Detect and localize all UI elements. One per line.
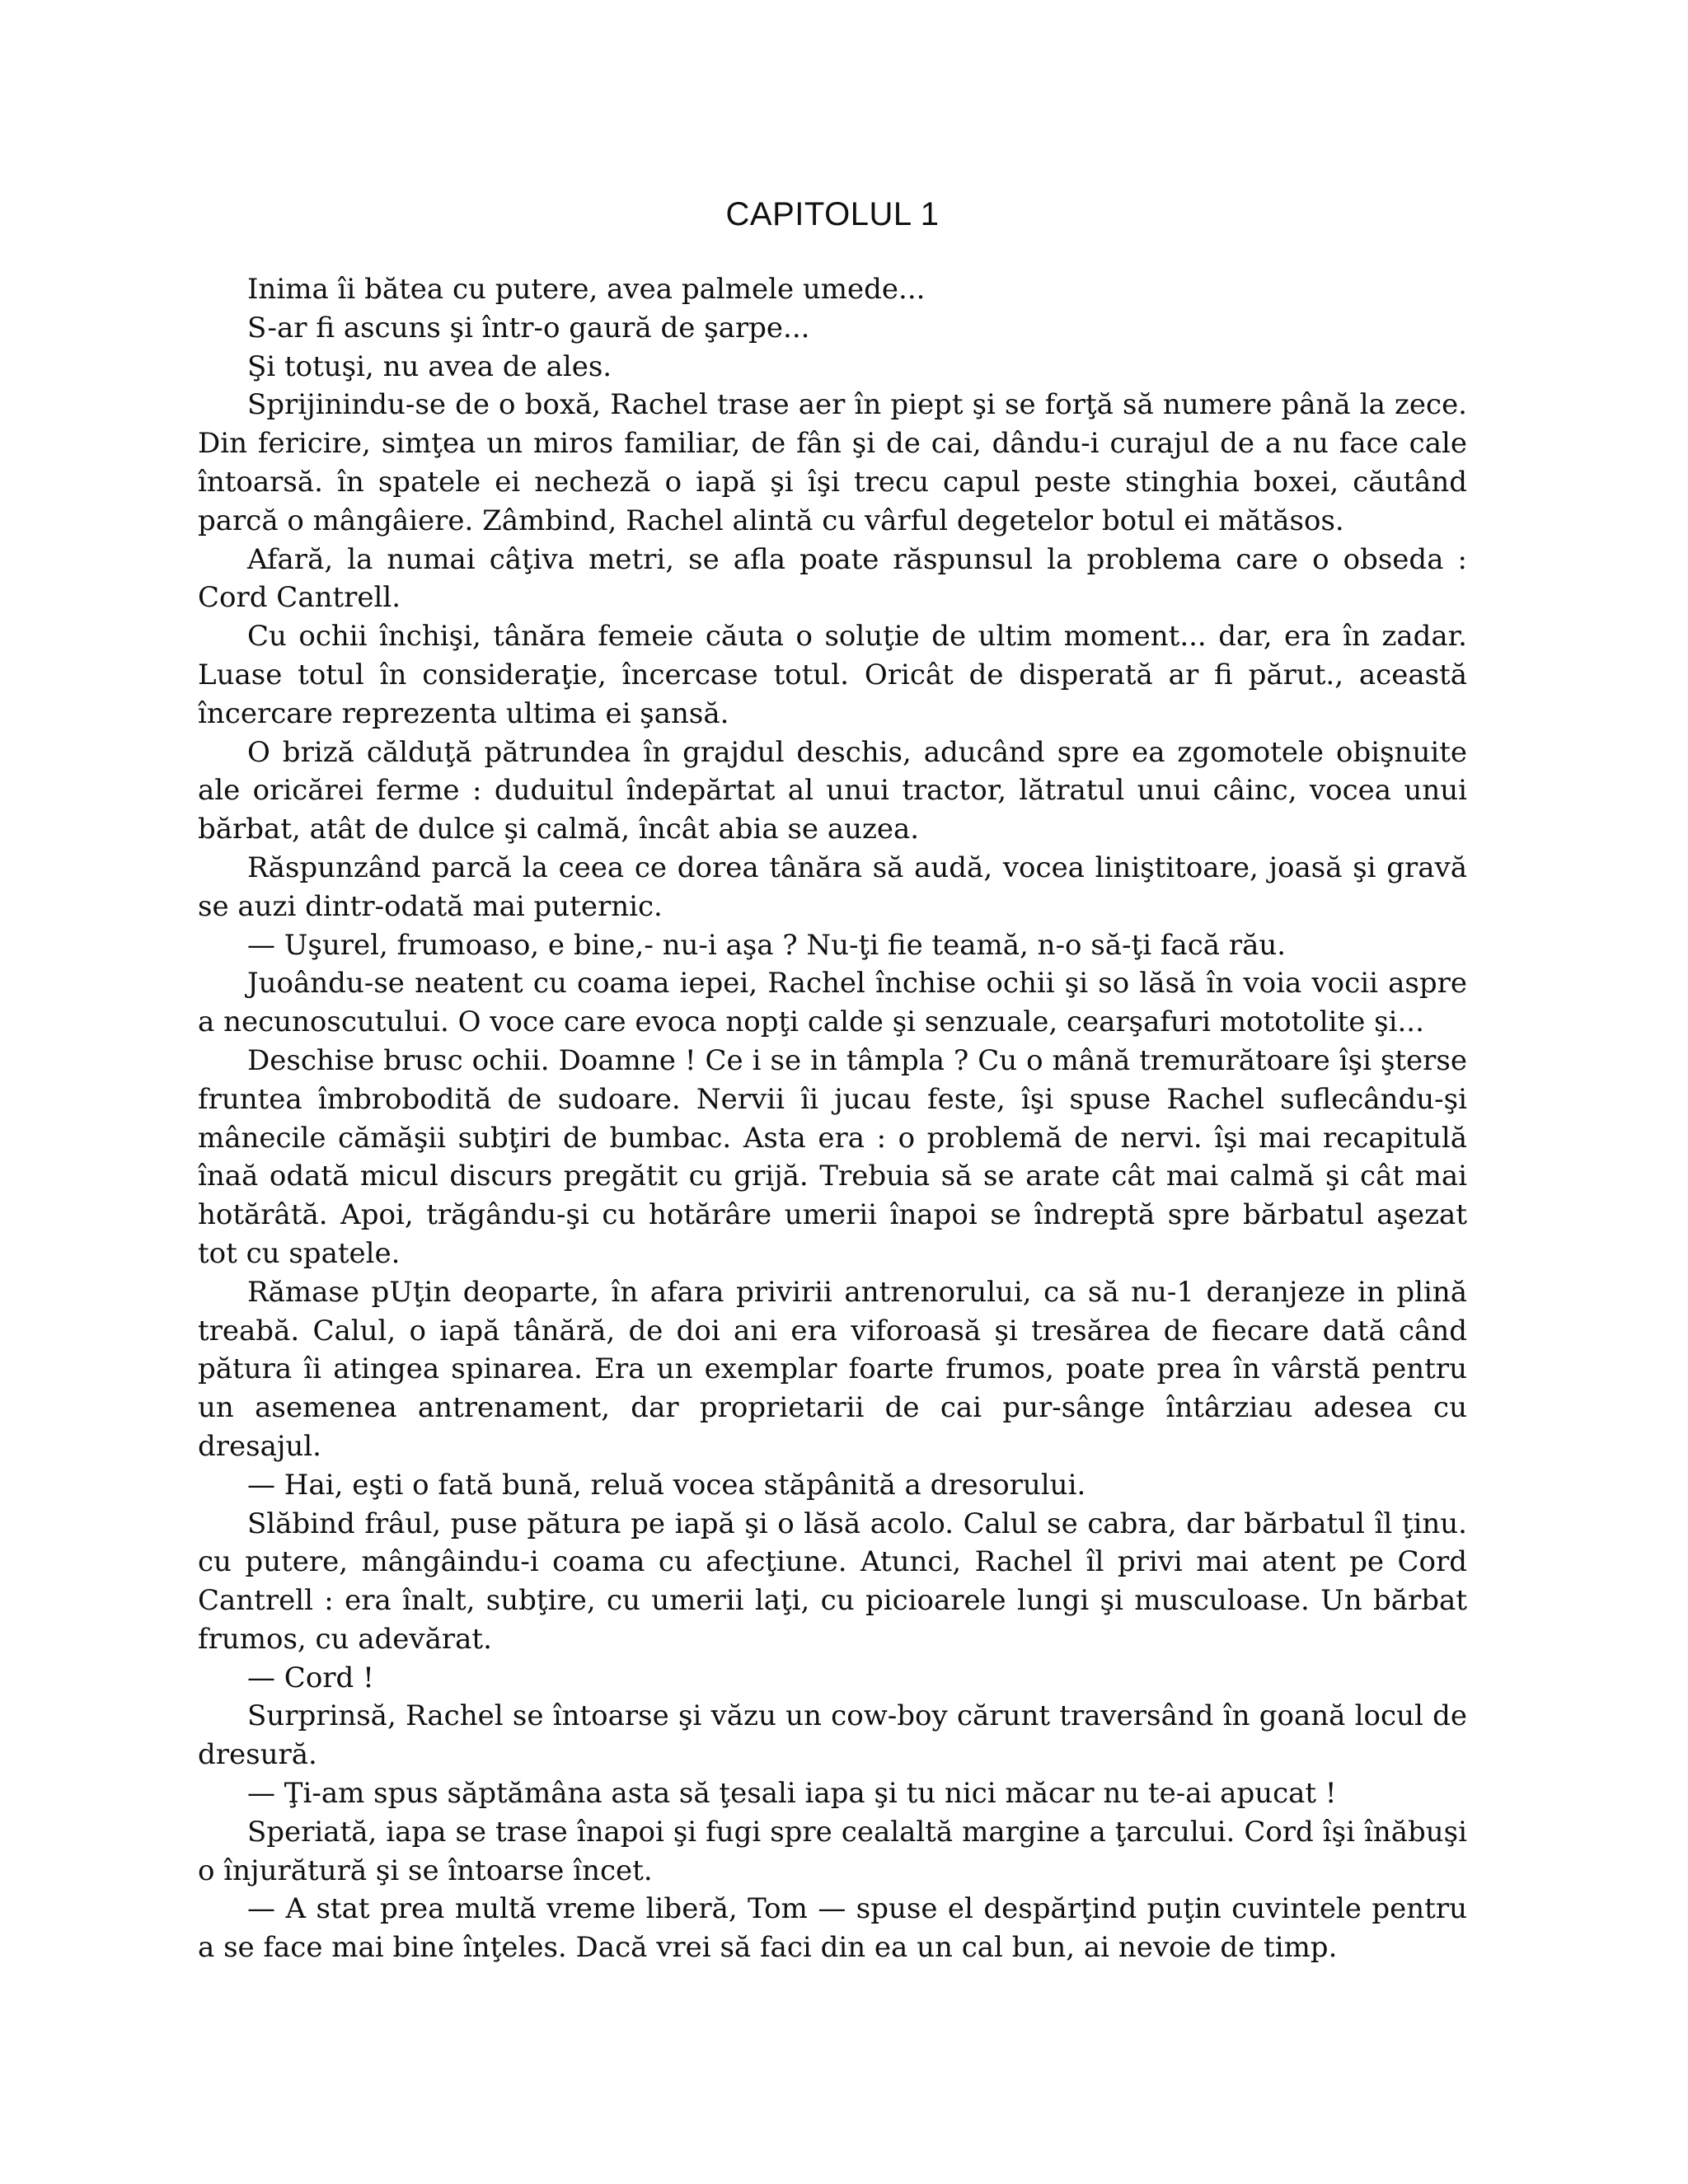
dialogue-line: — A stat prea multă vreme liberă, Tom — spuse el despărţind puţin cuvintele pentru a se face mai bine înţeles. Dacă vrei să faci din ea un cal bun, ai nevoie de timp. xyxy=(198,1892,1467,1965)
dialogue-line: — Uşurel, frumoaso, e bine,- nu-i aşa ? Nu-ţi fie teamă, n-o să-ţi facă rău. xyxy=(247,928,1287,962)
paragraph: Şi totuşi, nu avea de ales. xyxy=(247,349,612,383)
paragraph: S-ar fi ascuns şi într-o gaură de şarpe... xyxy=(247,311,810,344)
book-page xyxy=(198,190,1467,1967)
dialogue-line: — Ţi-am spus săptămâna asta să ţesali iapa şi tu nici măcar nu te-ai apucat ! xyxy=(247,1777,1337,1811)
paragraph: Afară, la numai câţiva metri, se afla poate răspunsul la problema care o obseda : Cord Cantrell. xyxy=(198,542,1467,615)
paragraph: Deschise brusc ochii. Doamne ! Ce i se in tâmpla ? Cu o mână tremurătoare îşi şterse fruntea îmbrobodită de sudoare. Nervii îi jucau feste, îşi spuse Rachel suflecându-şi mânecile cămăşii subţiri de bumbac. Asta era : o problemă de nervi. îşi mai recapitulă înaă odată micul discurs pregătit cu grijă. Trebuia să se arate cât mai calmă şi cât mai hotărâtă. Apoi, trăgându-şi cu hotărâre umerii înapoi se îndreptă spre bărbatul aşezat tot cu spatele. xyxy=(198,1043,1467,1270)
paragraph: Sprijinindu-se de o boxă, Rachel trase aer în piept şi se forţă să numere până la zece. Din fericire, simţea un miros familiar, de fân şi de cai, dându-i curajul de a nu face cale întoarsă. în spatele ei necheză o iapă şi îşi trecu capul peste stinghia boxei, căutând parcă o mângâiere. Zâmbind, Rachel alintă cu vârful degetelor botul ei mătăsos. xyxy=(198,388,1467,537)
paragraph: Cu ochii închişi, tânăra femeie căuta o soluţie de ultim moment... dar, era în zadar. Luase totul în consideraţie, încercase totul. Oricât de disperată ar fi părut., această încercare reprezenta ultima ei şansă. xyxy=(198,620,1467,730)
paragraph: Juoându-se neatent cu coama iepei, Rachel închise ochii şi so lăsă în voia vocii aspre a necunoscutului. O voce care evoca nopţi calde şi senzuale, cearşafuri mototolite şi... xyxy=(198,967,1467,1039)
dialogue-line: — Cord ! xyxy=(247,1661,374,1694)
dialogue-line: — Hai, eşti o fată bună, reluă vocea stăpânită a dresorului. xyxy=(247,1468,1086,1502)
paragraph: Inima îi bătea cu putere, avea palmele umede... xyxy=(247,273,926,306)
chapter-body xyxy=(198,270,1467,1967)
paragraph: Slăbind frâul, puse pătura pe iapă şi o lăsă acolo. Calul se cabra, dar bărbatul îl ţinu. cu putere, mângâindu-i coama cu afecţiune. Atunci, Rachel îl privi mai atent pe Cord Cantrell : era înalt, subţire, cu umerii laţi, cu picioarele lungi şi musculoase. Un bărbat frumos, cu adevărat. xyxy=(198,1507,1467,1656)
paragraph: Rămase pUţin deoparte, în afara privirii antrenorului, ca să nu-1 deranjeze in plină treabă. Calul, o iapă tânără, de doi ani era viforoasă şi tresărea de fiecare dată când pătura îi atingea spinarea. Era un exemplar foarte frumos, poate prea în vârstă pentru un asemenea antrenament, dar proprietarii de cai pur-sânge întârziau adesea cu dresajul. xyxy=(198,1275,1467,1463)
chapter-title: CAPITOLUL 1 xyxy=(725,196,940,232)
paragraph: O briză călduţă pătrundea în grajdul deschis, aducând spre ea zgomotele obişnuite ale oricărei ferme : duduitul îndepărtat al unui tractor, lătratul unui câinc, vocea unui bărbat, atât de dulce şi calmă, încât abia se auzea. xyxy=(198,735,1467,846)
paragraph: Speriată, iapa se trase înapoi şi fugi spre cealaltă margine a ţarcului. Cord îşi înăbuşi o înjurătură şi se întoarse încet. xyxy=(198,1815,1467,1887)
paragraph: Surprinsă, Rachel se întoarse şi văzu un cow-boy cărunt traversând în goană locul de dresură. xyxy=(198,1699,1467,1772)
paragraph: Răspunzând parcă la ceea ce dorea tânăra să audă, vocea liniştitoare, joasă şi gravă se auzi dintr-odată mai puternic. xyxy=(198,851,1467,923)
